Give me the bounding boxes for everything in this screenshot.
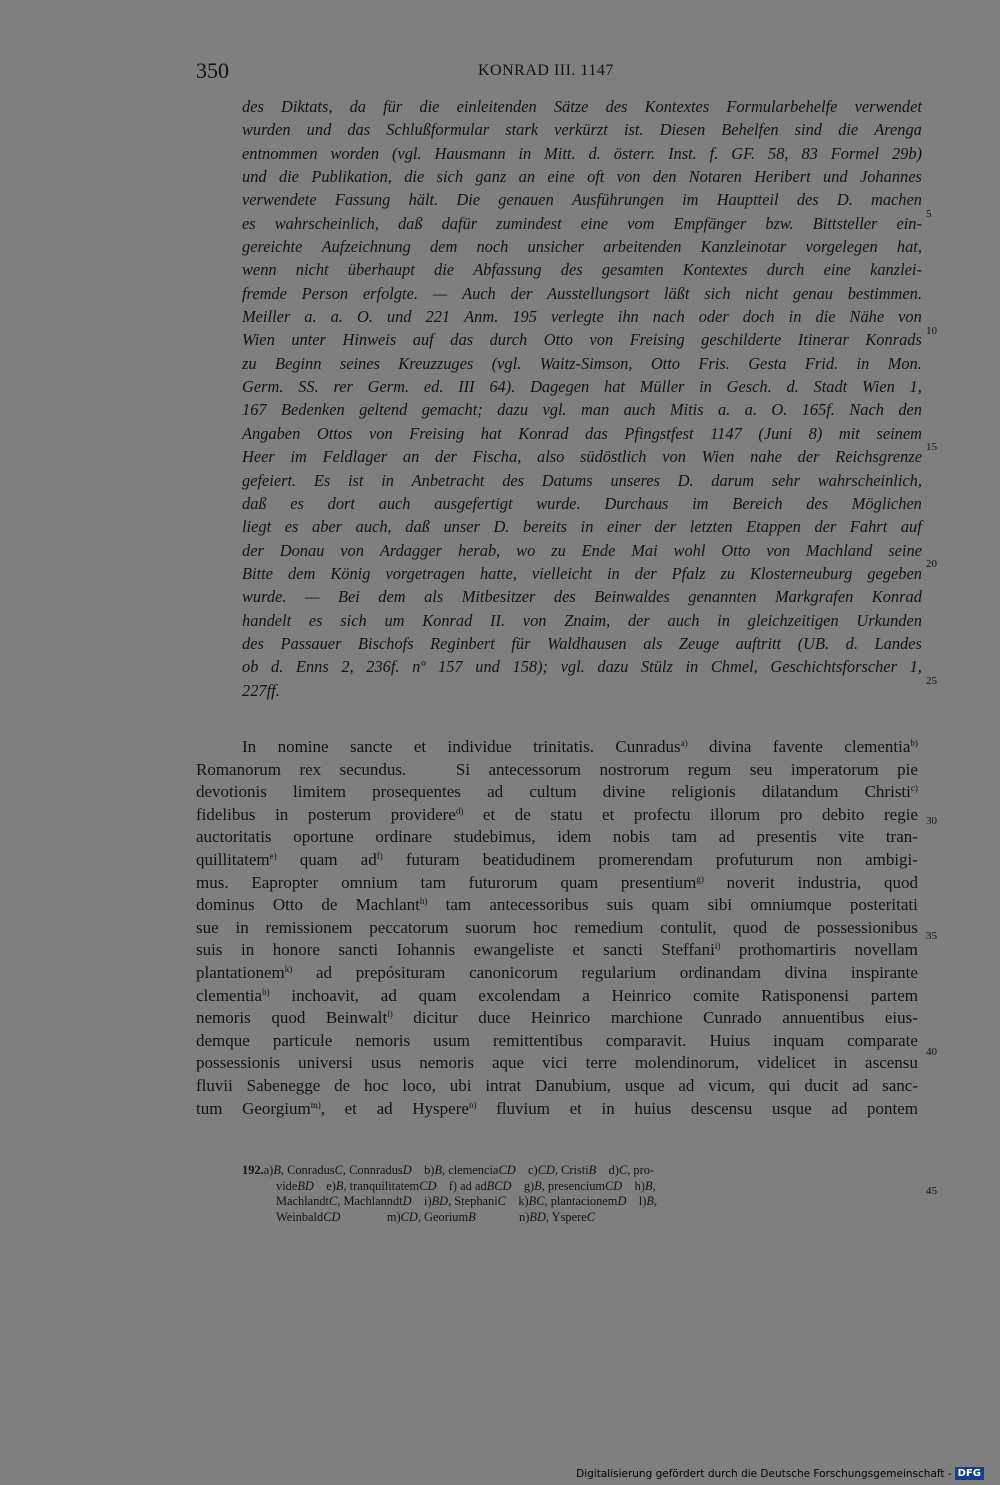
commentary-line: Wien unter Hinweis auf das durch Otto von Freising geschilderte Itinerar Konrads <box>242 330 922 350</box>
charter-line: Romanorum rex secundus. Si antecessorum nostrorum regum seu imperatorum pie <box>196 759 918 779</box>
footnote-line: vide BD e) B , tranquilitatem CD f) ad ad BCD g) B , presencium CD h) B , <box>276 1178 656 1193</box>
commentary-line: Germ. SS. rer Germ. ed. III 64). Dagegen hat Müller in Gesch. d. Stadt Wien 1, <box>242 377 922 397</box>
commentary-line: und die Publikation, die sich ganz an eine oft von den Notaren Heribert und Johannes <box>242 167 922 187</box>
commentary-line: des Diktats, da für die einleitenden Sätze des Kontextes Formularbehelfe verwendet <box>242 97 922 116</box>
footnote-line: Weinbald CD m) CD , Georium B n) BD , Yspere C <box>276 1209 596 1224</box>
charter-line: devotionis limitem prosequentes ad cultum divine religionis dilatandum Christi$^{c)}$ <box>196 782 918 802</box>
commentary-line: Bitte dem König vorgetragen hatte, vielleicht in der Pfalz zu Klosterneuburg gegeben <box>242 563 922 583</box>
commentary-line: wurde. — Bei dem als Mitbesitzer des Beinwaldes genannten Markgrafen Konrad <box>242 587 922 607</box>
footer-text: Digitalisierung gefördert durch die Deutsche Forschungsgemeinschaft - <box>576 1467 952 1480</box>
commentary-line: gefeiert. Es ist in Anbetracht des Datums unseres D. darum sehr wahrscheinlich, <box>242 470 922 490</box>
line-number-margin <box>926 0 956 1400</box>
charter-line: quillitatem$^{e)}$ quam $ad^{f)}$ futuram beatidudinem promerendam profuturum non ambigi- <box>196 849 918 869</box>
line-number: 20 <box>926 558 937 570</box>
page-number: 350 <box>196 58 229 83</box>
charter-line: sue in remissionem peccatorum suorum hoc remedium contulit, quod de possessionibus <box>196 917 918 937</box>
commentary-line: fremde Person erfolgte. — Auch der Ausstellungsort läßt sich nicht genau bestimmen. <box>242 283 922 303</box>
footnotes-block <box>242 1163 922 1225</box>
commentary-line: 167 Bedenken geltend gemacht; dazu vgl. man auch Mitis a. a. O. 165f. Nach den <box>242 400 922 420</box>
commentary-line: Angaben Ottos von Freising hat Konrad das Pfingstfest 1147 (Juni 8) mit seinem <box>242 423 922 443</box>
commentary-line: verwendete Fassung hält. Die genauen Ausführungen im Hauptteil des D. machen <box>242 190 922 210</box>
commentary-block <box>242 95 922 702</box>
line-number: 10 <box>926 325 937 337</box>
line-number: 40 <box>926 1046 937 1058</box>
line-number: 5 <box>926 208 932 220</box>
footer-credit <box>576 1467 984 1480</box>
commentary-line: Meiller a. a. O. und 221 Anm. 195 verlegte ihn nach oder doch in die Nähe von <box>242 307 922 327</box>
charter-line: fluvii Sabenegge de hoc loco, ubi intrat Danubium, usque ad vicum, qui ducit ad sanc- <box>196 1075 918 1095</box>
charter-line: tum Georgium$^{m)}$, et ad Hyspere$^{n)}$ fluvium et in huius descensu usque ad pontem <box>196 1098 918 1118</box>
commentary-line: handelt es sich um Konrad II. von Znaim, der auch in gleichzeitigen Urkunden <box>242 610 922 630</box>
commentary-line: daß es dort auch ausgefertigt wurde. Durchaus im Bereich des Möglichen <box>242 493 922 513</box>
charter-line: auctoritatis oportune ordinare studebimus, idem nobis tam ad presentis vite tran- <box>196 827 918 847</box>
footnote-line: Machlandt C , Machlanndt D i) BD , Stephani C k) BC , plantacionem D l) B , <box>276 1194 658 1209</box>
commentary-line: Heer im Feldlager an der Fischa, also südöstlich von Wien nahe der Reichsgrenze <box>242 447 922 467</box>
charter-line: dominus Otto de Machlant$^{h)}$ tam antecessoribus suis quam sibi omniumque posteritati <box>196 895 918 915</box>
line-number: 15 <box>926 441 937 453</box>
charter-text <box>196 736 918 1120</box>
commentary-line: 227ff. <box>242 680 280 700</box>
charter-line: fidelibus in posterum providere$^{d)}$ et de statu et profectu illorum pro debito regie <box>196 804 918 824</box>
commentary-line: wenn nicht überhaupt die Abfassung des gesamten Kontextes durch eine kanzlei- <box>242 260 922 280</box>
running-head: KONRAD III. 1147 <box>478 62 614 79</box>
commentary-line: liegt es aber auch, daß unser D. bereits in einer der letzten Etappen der Fahrt auf <box>242 517 922 537</box>
charter-line: demque particule nemoris usum remittentibus comparavit. Huius inquam comparate <box>196 1030 918 1050</box>
commentary-line: wurden und das Schlußformular stark verkürzt ist. Diesen Behelfen sind die Arenga <box>242 120 922 140</box>
commentary-line: es wahrscheinlich, daß dafür zumindest eine vom Empfänger bzw. Bittsteller ein- <box>242 213 922 233</box>
line-number: 45 <box>926 1185 937 1197</box>
commentary-line: der Donau von Ardagger herab, wo zu Ende Mai wohl Otto von Machland seine <box>242 540 922 560</box>
commentary-line: gereichte Aufzeichnung dem noch unsicher arbeitenden Kanzleinotar vorgelegen hat, <box>242 237 922 257</box>
charter-line: suis in honore sancti Iohannis ewangeliste et sancti Steffani$^{i)}$ prothomartiris novellam <box>196 940 918 960</box>
commentary-line: entnommen worden (vgl. Hausmann in Mitt. d. österr. Inst. f. GF. 58, 83 Formel 29b) <box>242 143 922 163</box>
line-number: 35 <box>926 930 937 942</box>
dfg-logo: DFG <box>955 1467 984 1480</box>
charter-line: In nomine sancte et individue trinitatis. Cunradus$^{a)}$ divina favente clementia$^{b)}$ <box>242 737 918 756</box>
charter-line: plantationem$^{k)}$ ad prepósituram canonicorum regularium ordinandam divina inspirante <box>196 962 918 982</box>
commentary-line: ob d. Enns 2, 236f. nº 157 und 158); vgl. dazu Stülz in Chmel, Geschichtsforscher 1, <box>242 657 922 677</box>
charter-line: possessionis universi usus nemoris aque vici terre molendinorum, videlicet in ascensu <box>196 1053 918 1073</box>
commentary-line: zu Beginn seines Kreuzzuges (vgl. Waitz-Simson, Otto Fris. Gesta Frid. in Mon. <box>242 353 922 373</box>
footnote-line: 192. a) B , Conradus C , Connradus D b) B , clemencia CD c) CD , Cristi B d) C , pro- <box>242 1163 655 1177</box>
charter-line: nemoris quod Beinwalt$^{l)}$ dicitur duce Heinrico marchione Cunrado annuentibus eius- <box>196 1008 918 1028</box>
commentary-line: des Passauer Bischofs Reginbert für Waldhausen als Zeuge auftritt (UB. d. Landes <box>242 633 922 653</box>
line-number: 25 <box>926 675 937 687</box>
charter-line: clementia$^{b)}$ inchoavit, ad quam excolendam a Heinrico comite Ratisponensi partem <box>196 985 918 1005</box>
charter-line: mus. Eapropter omnium tam futurorum quam presentium$^{g)}$ noverit industria, quod <box>196 872 918 892</box>
line-number: 30 <box>926 815 937 827</box>
